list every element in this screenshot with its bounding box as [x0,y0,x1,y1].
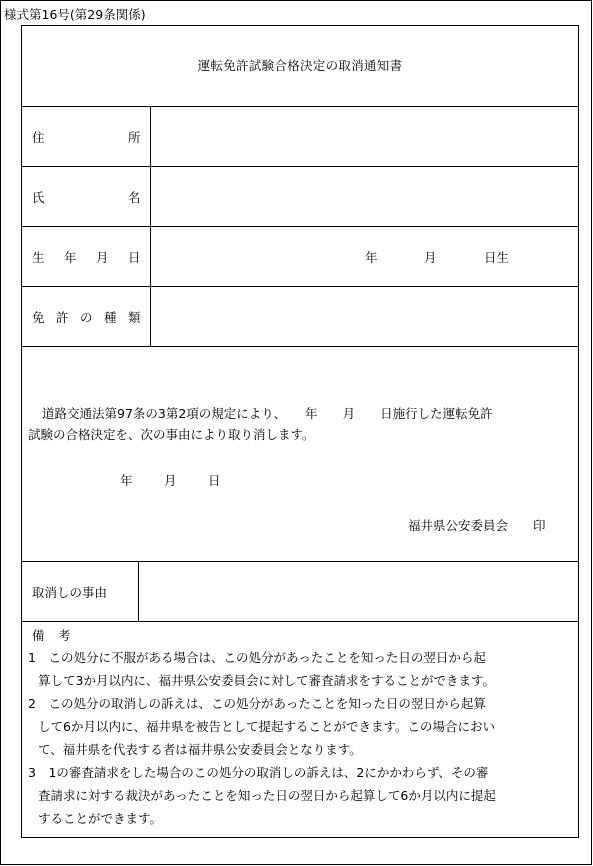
name-label [22,166,151,226]
title-row [22,26,578,107]
name-label-char: 名 [128,190,141,205]
address-row [22,106,578,167]
notice-line-2: 試験の合格決定を、次の事由により取り消します。 [28,427,315,442]
reason-label-cell [22,561,139,621]
birthdate-row [22,226,578,287]
birthdate-label [22,226,151,286]
notice-text [28,403,574,445]
form-number: 様式第16号(第29条関係) [4,7,146,22]
license-type-label-char: 許 [56,310,69,325]
birthdate-label-char: 月 [96,250,109,265]
birthdate-label-char: 生 [32,250,45,265]
remark-line: 2 この処分の取消しの訴えは、この処分があったことを知った日の翌日から起算 [28,696,486,711]
name-row [22,166,578,227]
birthdate-label-char: 年 [64,250,77,265]
remark-line: て、福井県を代表する者は福井県公安委員会となります。 [38,742,362,757]
address-label [22,106,151,166]
reason-label: 取消しの事由 [32,585,108,600]
remark-item-2 [28,692,576,761]
remarks-title-char: 備 [32,628,45,643]
license-type-row [22,286,578,347]
license-type-label-char: 類 [128,310,141,325]
remark-line: することができます。 [38,811,163,826]
license-type-label-char: の [80,310,93,325]
remark-item-3 [28,761,576,830]
notice-year-marker: 年 [120,473,133,488]
license-type-label-char: 種 [104,310,117,325]
notice-line-1: 道路交通法第97条の3第2項の規定により、 年 月 日施行した運転免許 [42,406,493,421]
notice-month-marker: 月 [164,473,177,488]
birthdate-label-char: 日 [128,250,141,265]
remark-line: 算して3か月以内に、福井県公安委員会に対して審査請求をすることができます。 [38,673,495,688]
birth-year-marker: 年 [365,250,378,265]
remark-line: 1 この処分に不服がある場合は、この処分があったことを知った日の翌日から起 [28,650,486,665]
address-label-char: 住 [32,130,45,145]
issuer-seal-line: 福井県公安委員会 印 [408,518,546,533]
remark-item-1 [28,646,576,692]
remarks-title-char: 考 [58,628,71,643]
birth-month-marker: 月 [424,250,437,265]
document-title: 運転免許試験合格決定の取消通知書 [197,58,403,73]
license-type-label-char: 免 [32,310,45,325]
birth-day-marker: 日生 [484,250,510,265]
remark-line: 査請求に対する裁決があったことを知った日の翌日から起算して6か月以内に提起 [38,788,496,803]
name-label-char: 氏 [32,190,45,205]
remark-line: して6か月以内に、福井県を被告として提起することができます。この場合におい [38,719,495,734]
notice-day-marker: 日 [208,473,221,488]
remark-line: 3 1の審査請求をした場合のこの処分の取消しの訴えは、2にかかわらず、その審 [28,765,489,780]
license-type-label [22,286,151,346]
form-frame [21,25,579,838]
address-label-char: 所 [128,130,141,145]
notice-section [22,346,578,562]
reason-row [22,561,578,622]
